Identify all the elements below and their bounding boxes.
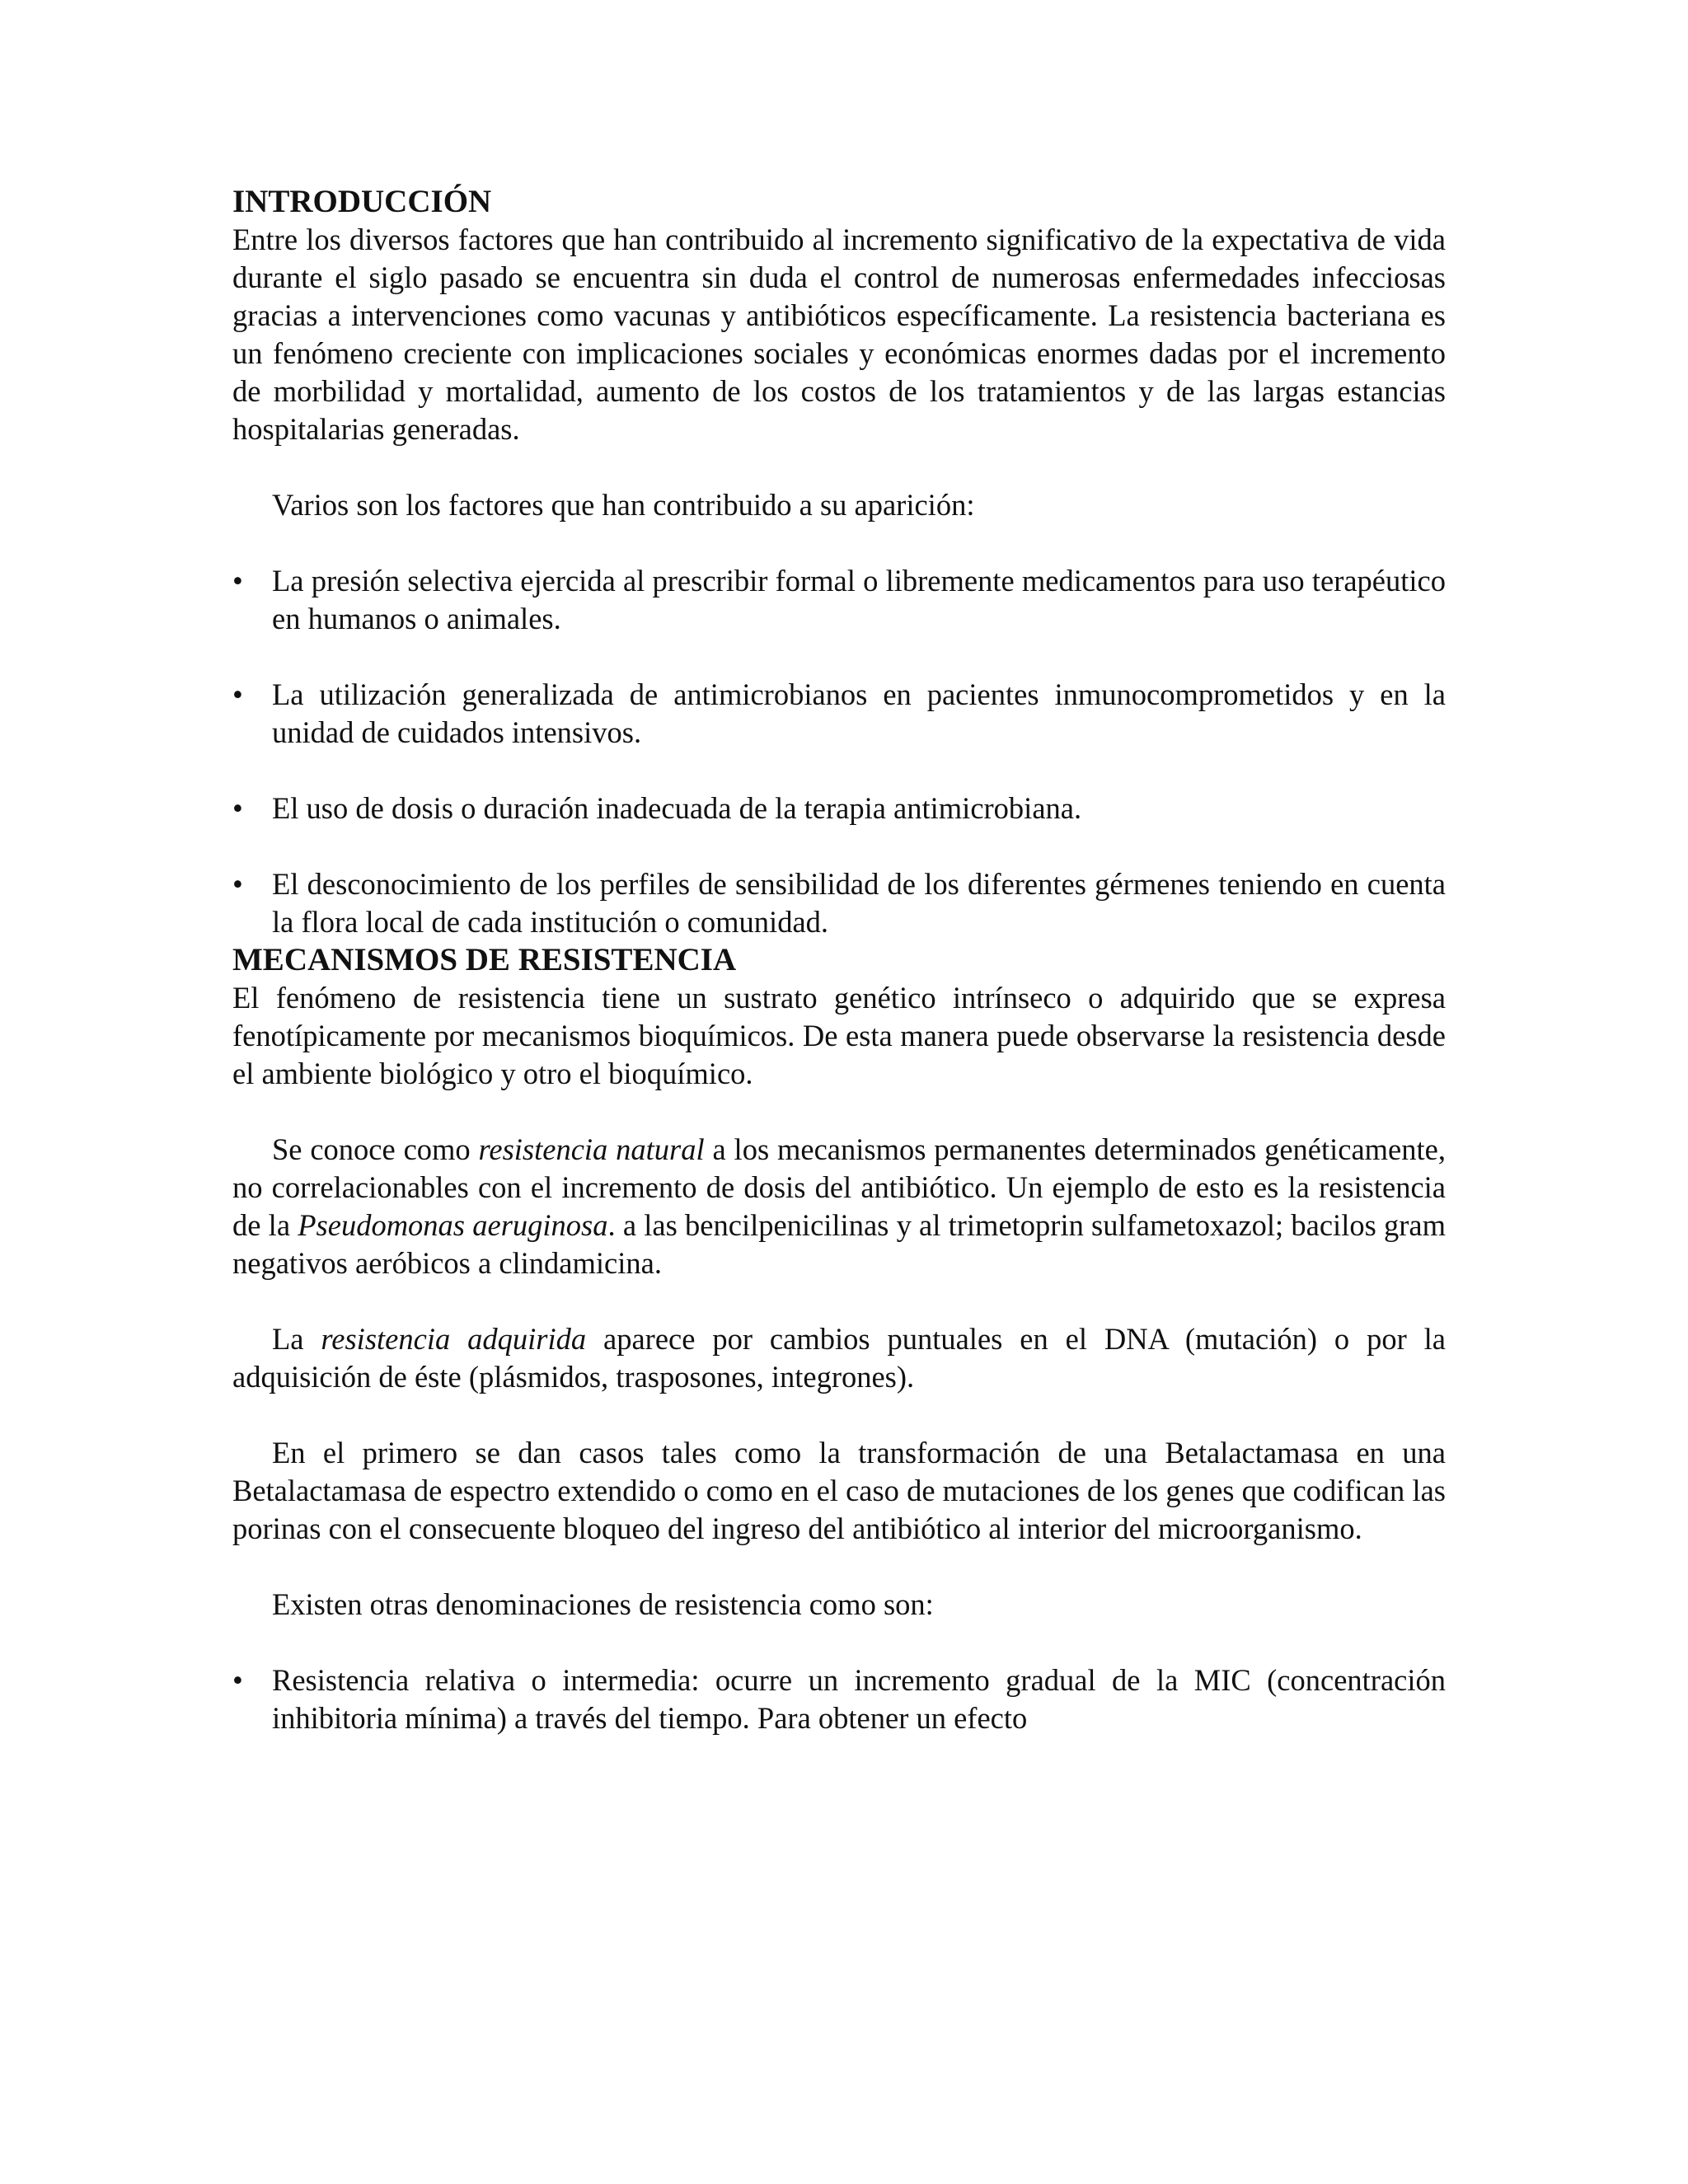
mechanisms-paragraph-5: Existen otras denominaciones de resistencia como son: [272,1587,934,1621]
mechanisms-paragraph-1: El fenómeno de resistencia tiene un sustrato genético intrínseco o adquirido que se expresa fenotípicamente por mecanismos bioquímicos. De esta manera puede observarse la resistencia desde el ambiente biológico y otro el bioquímico. [232,981,1446,1090]
intro-heading: INTRODUCCIÓN [232,184,492,219]
list-item [232,1661,1446,1737]
text-run: a los mecanismos permanentes determinados genéticamente, no correlacionables con el incremento de dosis del antibiótico. Un ejemplo de esto es la resistencia de la [232,1132,1446,1242]
list-item-text: La presión selectiva ejercida al prescribir formal o libremente medicamentos para uso terapéutico en humanos o animales. [272,564,1446,635]
list-item [232,562,1446,638]
list-item [232,790,1446,827]
list-item-text: Resistencia relativa o intermedia: ocurre un incremento gradual de la MIC (concentración inhibitoria mínima) a través del tiempo. Para obtener un efecto [272,1663,1446,1735]
italic-species-name: Pseudomonas aeruginosa [298,1208,608,1242]
intro-paragraph-1: Entre los diversos factores que han contribuido al incremento significativo de la expectativa de vida durante el siglo pasado se encuentra sin duda el control de numerosas enfermedades infecciosas gracias a intervenciones como vacunas y antibióticos específicamente. La resistencia bacteriana es un fenómeno creciente con implicaciones sociales y económicas enormes dadas por el incremento de morbilidad y mortalidad, aumento de los costos de los tratamientos y de las largas estancias hospitalarias generadas. [232,223,1446,446]
resistance-types-list [232,1661,1446,1737]
list-item [232,865,1446,941]
acquired-resistance-paragraph [232,1320,1446,1396]
text-run: aparece por cambios puntuales en el DNA (mutación) o por la adquisición de éste (plásmidos, trasposones, integrones). [232,1322,1446,1394]
list-item-text: El uso de dosis o duración inadecuada de la terapia antimicrobiana. [272,791,1082,825]
mechanisms-paragraph-4: En el primero se dan casos tales como la transformación de una Betalactamasa en una Betalactamasa de espectro extendido o como en el caso de mutaciones de los genes que codifican las porinas con el consecuente bloqueo del ingreso del antibiótico al interior del microorganismo. [232,1436,1446,1545]
bullet-icon: • [232,867,243,901]
bullet-icon: • [232,1663,243,1697]
italic-term: resistencia natural [478,1132,705,1166]
list-item [232,676,1446,752]
text-run: . a las bencilpenicilinas y al trimetoprin sulfametoxazol; bacilos gram negativos aeróbicos a clindamicina. [232,1208,1447,1280]
bullet-icon: • [232,677,243,711]
intro-paragraph-2: Varios son los factores que han contribuido a su aparición: [272,488,975,522]
natural-resistance-paragraph [232,1131,1446,1282]
mechanisms-heading: MECANISMOS DE RESISTENCIA [232,942,737,977]
list-item-text: La utilización generalizada de antimicrobianos en pacientes inmunocomprometidos y en la unidad de cuidados intensivos. [272,677,1446,749]
text-run: Se conoce como [272,1132,479,1166]
intro-factors-list [232,562,1446,941]
document-page [232,183,1446,1737]
bullet-icon: • [232,791,243,825]
italic-term: resistencia adquirida [321,1322,587,1356]
text-run: La [272,1322,321,1356]
list-item-text: El desconocimiento de los perfiles de sensibilidad de los diferentes gérmenes teniendo en cuenta la flora local de cada institución o comunidad. [272,867,1446,939]
bullet-icon: • [232,564,243,598]
